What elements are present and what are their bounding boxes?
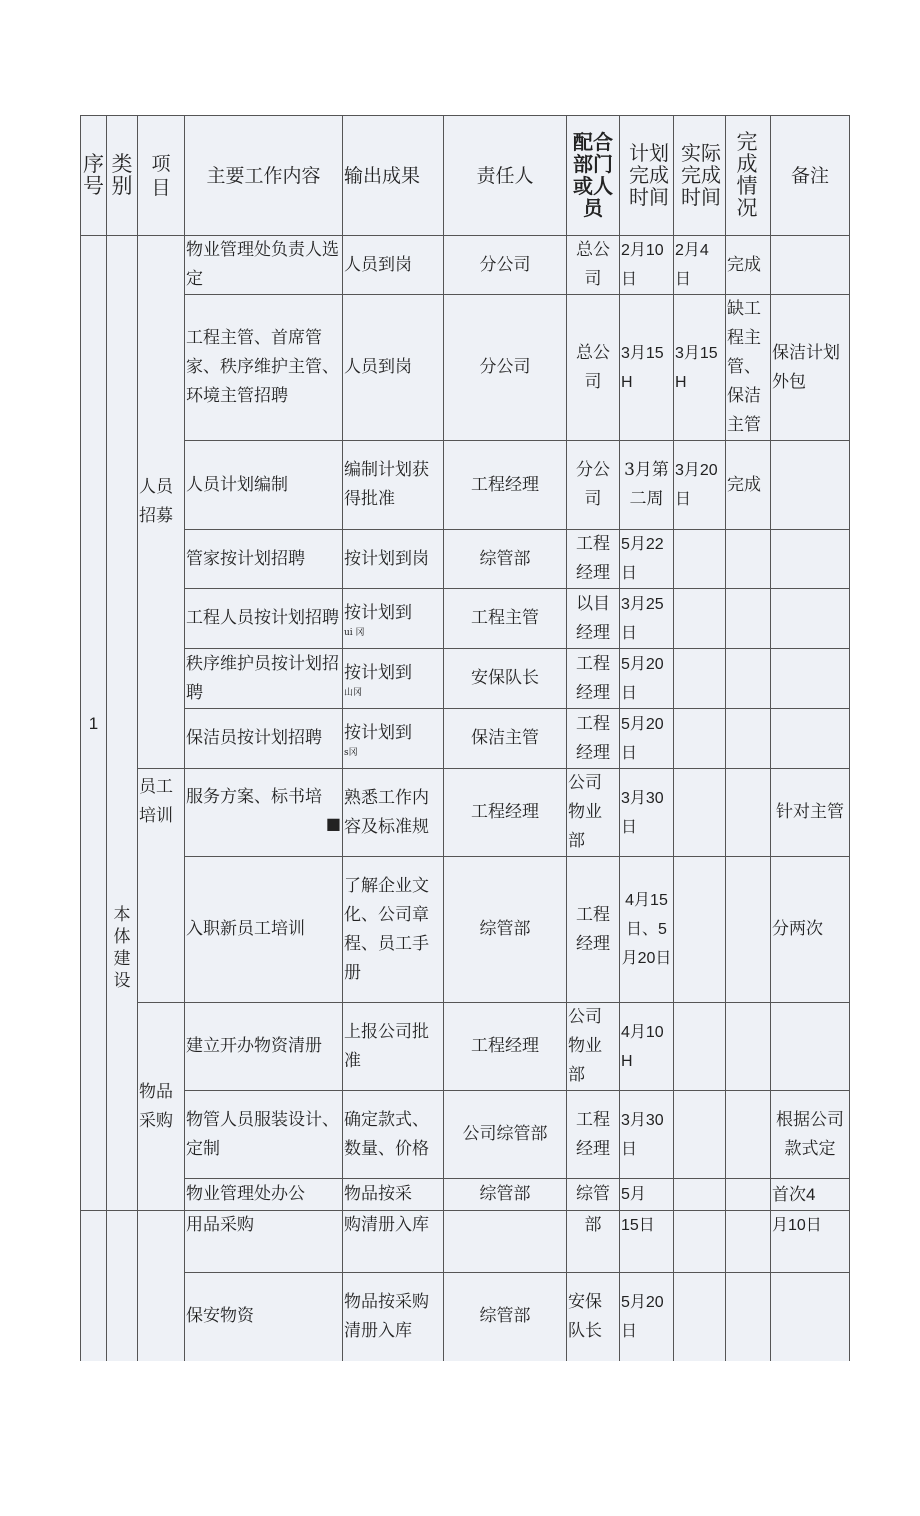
remark-cell: 保洁计划外包	[771, 295, 850, 441]
dept-cell: 综管	[567, 1179, 620, 1211]
table-row	[81, 295, 850, 441]
dept-cell: 工程经理	[567, 709, 620, 769]
actual-cell	[674, 857, 726, 1003]
dept-cell: 总公司	[567, 295, 620, 441]
dept-cell: 分公司	[567, 441, 620, 530]
content-cell: 物业管理处办公	[185, 1179, 343, 1211]
table-row	[81, 530, 850, 589]
actual-cell	[674, 1179, 726, 1211]
remark-cell	[771, 649, 850, 709]
output-cell: 熟悉工作内容及标准规	[343, 769, 444, 857]
owner-cell	[444, 1211, 567, 1273]
actual-cell	[674, 1091, 726, 1179]
status-cell	[726, 1211, 771, 1273]
header-actual: 实际完成时间	[674, 116, 726, 236]
dept-cell: 公司物业部	[567, 769, 620, 857]
actual-cell	[674, 1003, 726, 1091]
owner-cell: 工程经理	[444, 1003, 567, 1091]
dept-cell: 部	[567, 1211, 620, 1273]
remark-cell: 根据公司款式定	[771, 1091, 850, 1179]
table-row	[81, 1091, 850, 1179]
status-cell	[726, 769, 771, 857]
actual-cell	[674, 649, 726, 709]
planned-cell: 3月第二周	[620, 441, 674, 530]
planned-cell: 4月15日、5月20日	[620, 857, 674, 1003]
planned-cell: 4月10 H	[620, 1003, 674, 1091]
output-cell	[343, 649, 444, 709]
content-mark: ■	[325, 814, 341, 833]
planned-cell: 3月30日	[620, 769, 674, 857]
header-content: 主要工作内容	[185, 116, 343, 236]
header-output: 输出成果	[343, 116, 444, 236]
planned-cell: 5月20日	[620, 709, 674, 769]
remark-cell: 月10日	[771, 1211, 850, 1273]
remark-cell: 首次4	[771, 1179, 850, 1211]
header-status: 完成情况	[726, 116, 771, 236]
actual-cell: 2月4日	[674, 236, 726, 295]
content-cell: 秩序维护员按计划招聘	[185, 649, 343, 709]
table-row	[81, 1003, 850, 1091]
table-row	[81, 236, 850, 295]
planned-cell: 5月20日	[620, 649, 674, 709]
empty-category-cell	[107, 1211, 138, 1361]
remark-cell	[771, 1273, 850, 1361]
output-cell: 人员到岗	[343, 295, 444, 441]
content-cell: 工程人员按计划招聘	[185, 589, 343, 649]
table-row	[81, 769, 850, 857]
group-category: 本体建设	[107, 236, 138, 1211]
output-cell: 确定款式、数量、价格	[343, 1091, 444, 1179]
header-planned: 计划完成时间	[620, 116, 674, 236]
planned-cell: 5月20日	[620, 1273, 674, 1361]
empty-item-cell	[138, 1211, 185, 1361]
remark-cell: 分两次	[771, 857, 850, 1003]
output-cell: 物品按采	[343, 1179, 444, 1211]
content-cell	[185, 769, 343, 857]
owner-cell: 保洁主管	[444, 709, 567, 769]
owner-cell: 综管部	[444, 530, 567, 589]
dept-cell: 总公司	[567, 236, 620, 295]
actual-cell	[674, 1211, 726, 1273]
content-cell: 物管人员服装设计、定制	[185, 1091, 343, 1179]
table-row	[81, 441, 850, 530]
table-row	[81, 709, 850, 769]
item-purchase: 物品采购	[138, 1003, 185, 1211]
owner-cell: 分公司	[444, 236, 567, 295]
owner-cell: 公司综管部	[444, 1091, 567, 1179]
status-cell	[726, 857, 771, 1003]
actual-cell: 3月15 H	[674, 295, 726, 441]
status-cell: 缺工程主管、保洁主管	[726, 295, 771, 441]
content-cell: 管家按计划招聘	[185, 530, 343, 589]
actual-cell: 3月20日	[674, 441, 726, 530]
planned-cell: 5月	[620, 1179, 674, 1211]
status-cell	[726, 530, 771, 589]
dept-cell: 工程经理	[567, 1091, 620, 1179]
planned-cell: 2月10日	[620, 236, 674, 295]
planned-cell: 15日	[620, 1211, 674, 1273]
header-item: 项目	[138, 116, 185, 236]
header-row	[81, 116, 850, 236]
owner-cell: 分公司	[444, 295, 567, 441]
dept-cell: 以目经理	[567, 589, 620, 649]
output-cell: 编制计划获得批准	[343, 441, 444, 530]
output-cell: 按计划到岗	[343, 530, 444, 589]
table-row	[81, 1211, 850, 1273]
owner-cell: 工程经理	[444, 441, 567, 530]
table-row	[81, 589, 850, 649]
actual-cell	[674, 769, 726, 857]
status-cell	[726, 1273, 771, 1361]
remark-cell	[771, 1003, 850, 1091]
remark-cell: 针对主管	[771, 769, 850, 857]
output-text: 按计划到	[344, 723, 412, 743]
header-seq: 序号	[81, 116, 107, 236]
content-cell: 工程主管、首席管家、秩序维护主管、环境主管招聘	[185, 295, 343, 441]
dept-cell: 工程经理	[567, 649, 620, 709]
remark-cell	[771, 530, 850, 589]
content-cell: 入职新员工培训	[185, 857, 343, 1003]
actual-cell	[674, 1273, 726, 1361]
dept-cell: 安保队长	[567, 1273, 620, 1361]
dept-cell: 工程经理	[567, 530, 620, 589]
output-cell: 人员到岗	[343, 236, 444, 295]
content-cell: 建立开办物资清册	[185, 1003, 343, 1091]
empty-seq-cell	[81, 1211, 107, 1361]
header-dept: 配合部门或人员	[567, 116, 620, 236]
status-cell	[726, 649, 771, 709]
planned-cell: 3月15 H	[620, 295, 674, 441]
table-row	[81, 1273, 850, 1361]
status-cell	[726, 1003, 771, 1091]
content-cell: 人员计划编制	[185, 441, 343, 530]
output-small: 山冈	[344, 688, 363, 698]
remark-cell	[771, 709, 850, 769]
output-cell	[343, 589, 444, 649]
owner-cell: 工程经理	[444, 769, 567, 857]
output-cell: 了解企业文化、公司章程、员工手册	[343, 857, 444, 1003]
status-cell	[726, 1179, 771, 1211]
status-cell: 完成	[726, 441, 771, 530]
status-cell	[726, 709, 771, 769]
output-cell	[343, 709, 444, 769]
output-cell: 上报公司批准	[343, 1003, 444, 1091]
actual-cell	[674, 589, 726, 649]
planned-cell: 3月25日	[620, 589, 674, 649]
content-cell: 保安物资	[185, 1273, 343, 1361]
output-small: s冈	[344, 748, 358, 758]
item-training: 员工培训	[138, 769, 185, 1003]
content-text: 服务方案、标书培	[186, 787, 322, 807]
owner-cell: 综管部	[444, 857, 567, 1003]
actual-cell	[674, 530, 726, 589]
remark-cell	[771, 441, 850, 530]
output-text: 按计划到	[344, 663, 412, 683]
remark-cell	[771, 236, 850, 295]
table-row	[81, 649, 850, 709]
owner-cell: 综管部	[444, 1273, 567, 1361]
actual-cell	[674, 709, 726, 769]
content-cell: 保洁员按计划招聘	[185, 709, 343, 769]
header-remark: 备注	[771, 116, 850, 236]
table-row	[81, 857, 850, 1003]
planned-cell: 5月22日	[620, 530, 674, 589]
work-plan-table	[80, 115, 850, 1361]
item-recruit: 人员招募	[138, 236, 185, 769]
header-category: 类别	[107, 116, 138, 236]
output-cell: 购清册入库	[343, 1211, 444, 1273]
dept-cell: 公司物业部	[567, 1003, 620, 1091]
content-cell: 用品采购	[185, 1211, 343, 1273]
owner-cell: 工程主管	[444, 589, 567, 649]
content-cell: 物业管理处负责人选定	[185, 236, 343, 295]
status-cell: 完成	[726, 236, 771, 295]
status-cell	[726, 589, 771, 649]
header-owner: 责任人	[444, 116, 567, 236]
output-text: 按计划到	[344, 603, 412, 623]
table-row	[81, 1179, 850, 1211]
planned-cell: 3月30日	[620, 1091, 674, 1179]
group-seq: 1	[81, 236, 107, 1211]
output-small: ui 冈	[344, 628, 365, 638]
dept-cell: 工程经理	[567, 857, 620, 1003]
status-cell	[726, 1091, 771, 1179]
owner-cell: 综管部	[444, 1179, 567, 1211]
output-cell: 物品按采购清册入库	[343, 1273, 444, 1361]
remark-cell	[771, 589, 850, 649]
owner-cell: 安保队长	[444, 649, 567, 709]
